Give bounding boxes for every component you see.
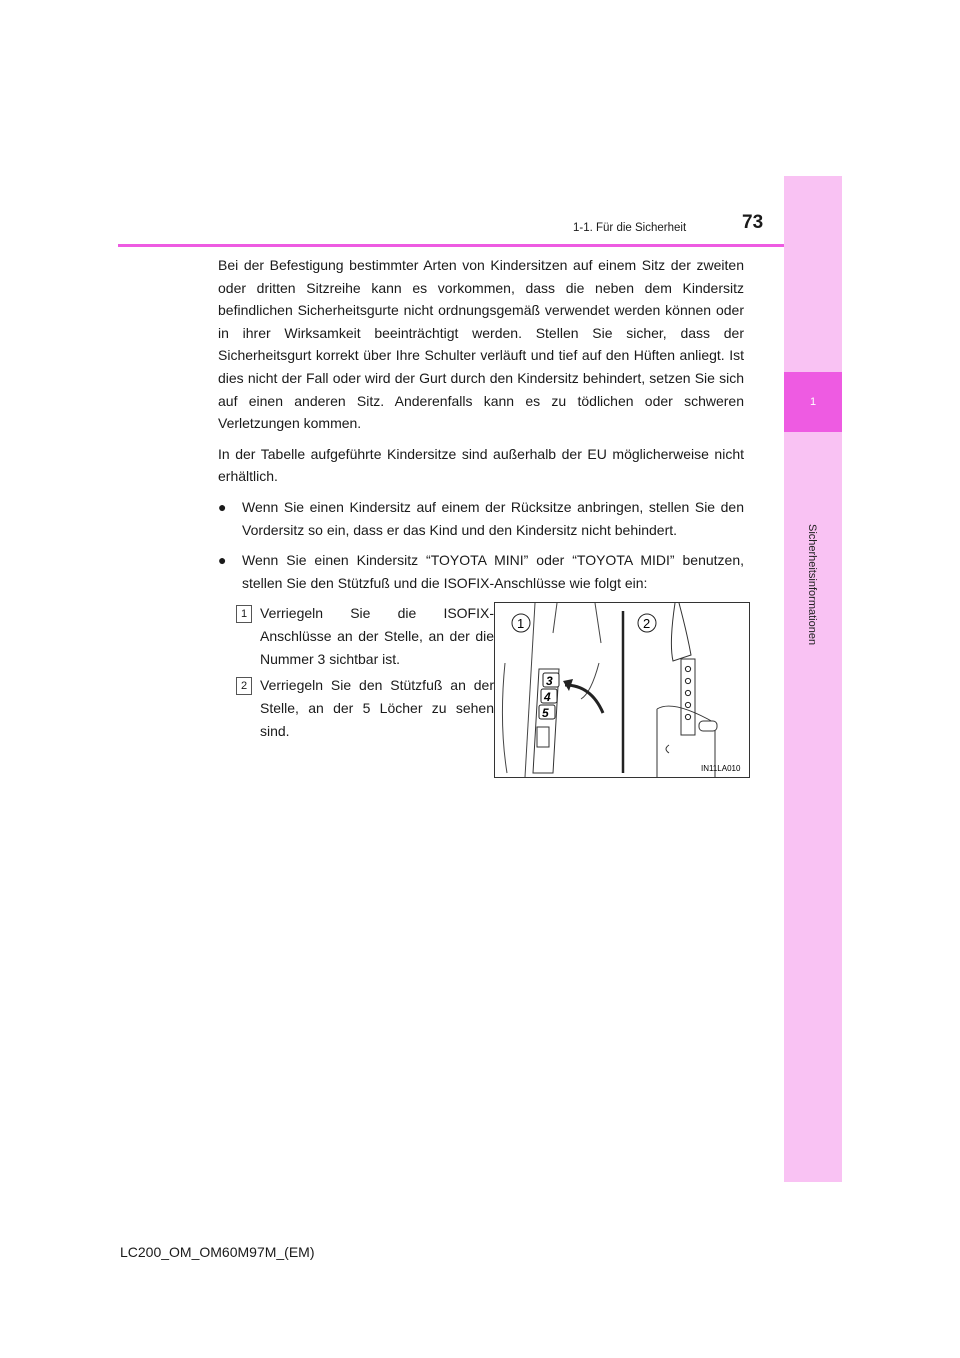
page-content (218, 254, 744, 792)
step-number-badge: 2 (236, 677, 252, 695)
section-title: 1-1. Für die Sicherheit (573, 222, 687, 234)
bullet-dot-icon: ● (218, 498, 227, 515)
scale-label: 4 (544, 690, 551, 705)
chapter-number-tab[interactable]: 1 (784, 372, 842, 432)
housing-detail (666, 745, 669, 753)
scale-label: 5 (542, 706, 549, 721)
step-text: Verriegeln Sie die ISOFIX-Anschlüsse an der Stelle, an der die Nummer 3 sichtbar ist. (260, 605, 494, 667)
callout-label: 2 (643, 616, 651, 632)
chapter-label: Sicherheitsinformationen (806, 524, 818, 646)
support-leg-upper (671, 603, 691, 661)
warning-paragraph: Bei der Befestigung bestimmter Arten von Kindersitzen auf einem Sitz der zweiten oder dritten Sitzreihe kann es vorkommen, dass die neben dem Kindersitz befindlichen Sicherheitsgurte nicht ordnungsgemäß verwendet werden können oder in ihrer Wirksamkeit beeinträchtigt werden. Stellen Sie sicher, dass der Sicherheitsgurt korrekt über Ihre Schulter verläuft und tief auf den Hüften anliegt. Ist dies nicht der Fall oder wird der Gurt durch den Kindersitz behindert, setzen Sie sich auf einen anderen Sitz. Anderenfalls kann es zu tödlichen oder schweren Verletzungen kommen. (218, 257, 744, 432)
availability-paragraph: In der Tabelle aufgeführte Kindersitze sind außerhalb der EU möglicherweise nicht erhältlich. (218, 445, 744, 485)
seat-edge-line (595, 603, 601, 643)
bullet-text: Wenn Sie einen Kindersitz “TOYOTA MINI” oder “TOYOTA MIDI” benutzen, stellen Sie den Stützfuß und die ISOFIX-Anschlüsse wie folgt ein: (242, 552, 744, 591)
seat-edge-line (502, 663, 507, 773)
step-item (236, 674, 494, 742)
arrow-icon (565, 685, 603, 713)
scale-label: 3 (546, 674, 553, 689)
bullet-dot-icon: ● (218, 552, 227, 569)
figure-code: IN11LA010 (701, 764, 741, 774)
isofix-illustration-svg (495, 603, 749, 777)
bullet-text: Wenn Sie einen Kindersitz auf einem der Rücksitze anbringen, stellen Sie den Vordersitz so ein, dass er das Kind und den Kindersitz nicht behindert. (242, 498, 744, 538)
step-text: Verriegeln Sie den Stützfuß an der Stelle, an der 5 Löcher zu sehen sind. (260, 677, 494, 739)
release-button (699, 721, 717, 731)
bullet-item (218, 549, 744, 594)
bullet-item (218, 496, 744, 541)
isofix-illustration (494, 602, 750, 778)
steps-with-figure (218, 602, 744, 792)
manual-code: LC200_OM_OM60M97M_(EM) (120, 1244, 315, 1260)
page-number: 73 (742, 212, 764, 233)
header-divider (118, 244, 784, 247)
step-item (236, 602, 494, 670)
support-leg (681, 659, 695, 735)
callout-label: 1 (517, 616, 525, 632)
step-number-badge: 1 (236, 605, 252, 623)
seat-edge-line (553, 603, 557, 633)
